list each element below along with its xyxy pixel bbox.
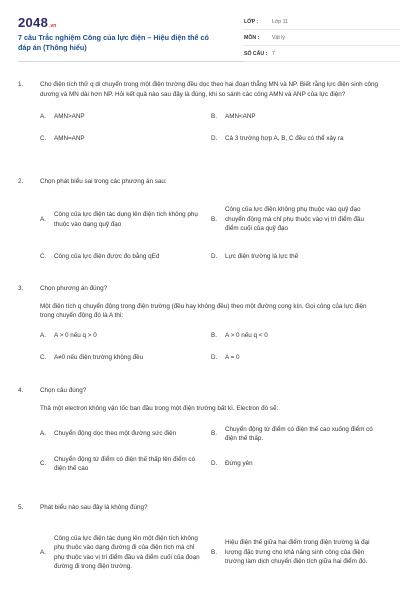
question-2 [18,177,382,268]
option-key: A. [40,113,46,121]
option-key: C. [40,460,47,468]
question-1 [18,80,382,150]
answer-options [18,419,382,479]
answer-option-a[interactable] [40,194,211,246]
option-text: A = 0 [225,353,240,361]
question-number: 5. [18,504,24,511]
answer-option-b[interactable] [211,325,382,347]
answer-option-d[interactable] [211,449,382,479]
option-text: Công của lực điện được đo bằng qEd [54,252,160,260]
question-text: Chọn câu đúng? [40,387,87,394]
option-text: Công của lực điện không phụ thuộc vào quỹ đạo chuyển động mà chỉ phụ thuộc vào vị trí điểm đầu điểm cuối của quỹ đạo [225,206,364,233]
question-text: Phát biểu nào sau đây là không đúng? [40,504,148,511]
question-stem: Một điện tích q chuyển động trong điện trường (đều hay không đều) theo một đường cong kín. Gọi công của lực điện trong chuyển động đó là A thì: [40,302,367,319]
option-text: Công của lực điện tác dụng lên một điện tích không phụ thuộc vào dạng đường đi của điện tích mà chỉ phụ thuộc vào vị trí điểm đầu và điểm cuối của đoạn đường đi trong điện trường. [54,534,200,570]
question-text: Cho điện tích thử q di chuyển trong một điện trường đều dọc theo hai đoạn thẳng MN và NP. Biết rằng lực điện sinh công dương và MN dài hơn NP. Hỏi kết quả nào sau đây là đúng, khi so sánh các công AMN và ANP của lực điện? [40,81,379,98]
option-text: A > 0 nếu q > 0 [54,331,97,339]
option-key: A. [40,430,46,438]
answer-option-c[interactable] [40,347,211,369]
meta-value: Lớp 11 [272,18,288,25]
meta-label: MÔN : [244,34,260,41]
option-key: C. [40,252,47,260]
meta-label: SỐ CÂU : [244,50,268,57]
option-key: C. [40,135,47,143]
option-text: Cả 3 trường hợp A, B, C đều có thể xảy ra [225,135,344,143]
question-4 [18,386,382,479]
answer-options [18,522,382,584]
option-text: AMN<ANP [225,113,256,121]
meta-row-class [244,14,400,30]
option-text: Chuyển động từ điểm có điện thế cao xuống điểm có điện thế thấp. [225,425,373,442]
answer-option-d[interactable] [211,347,382,369]
answer-option-b[interactable] [211,194,382,246]
question-number: 2. [18,178,24,185]
option-key: B. [211,215,217,223]
document-meta-table [244,14,400,62]
option-text: AMN>ANP [54,113,85,121]
question-number: 3. [18,285,24,292]
option-key: D. [211,353,218,361]
question-number: 4. [18,387,24,394]
option-key: B. [211,113,217,121]
option-key: B. [211,331,217,339]
option-key: D. [211,460,218,468]
question-text: Chọn phương án đúng? [40,285,108,292]
answer-option-d[interactable] [211,246,382,268]
answer-option-c[interactable] [40,128,211,150]
option-text: A≠0 nếu điện trường không đều [54,353,144,361]
answer-option-c[interactable] [40,246,211,268]
meta-label: LỚP : [244,18,259,25]
option-key: C. [40,353,47,361]
answer-option-d[interactable] [211,128,382,150]
answer-option-b[interactable] [211,106,382,128]
option-text: Chuyển động từ điểm có điện thế thấp lên điểm có điện thế cao [54,455,196,472]
question-stem: Thả một electron không vận tốc ban đầu trong một điện trường bất kì. Electron đó sẽ: [40,404,279,412]
option-text: A > 0 nếu q < 0 [225,331,268,339]
answer-option-b[interactable] [211,419,382,449]
meta-row-question-count [244,46,400,62]
option-text: Chuyển động dọc theo một đường sức điện [54,430,177,438]
answer-option-a[interactable] [40,106,211,128]
option-text: AMN=ANP [54,135,85,143]
site-logo[interactable] [18,14,56,32]
option-key: D. [211,252,218,260]
option-key: A. [40,215,46,223]
answer-option-a[interactable] [40,325,211,347]
option-text: Lực điện trường là lực thế [225,252,299,260]
meta-value: 7 [272,50,275,57]
answer-options [18,325,382,369]
answer-option-b[interactable] [211,522,382,584]
option-text: Công của lực điện tác dụng lên điện tích không phụ thuộc vào dạng quỹ đạo [54,211,198,228]
meta-row-subject [244,30,400,46]
answer-option-c[interactable] [40,449,211,479]
option-key: B. [211,548,217,556]
answer-option-a[interactable] [40,419,211,449]
question-text: Chọn phát biểu sai trong các phương án sau: [40,178,167,185]
question-number: 1. [18,81,24,88]
option-text: Hiệu điện thế giữa hai điểm trong điện trường là đại lượng đặc trưng cho khả năng sinh công của điện trường làm dịch chuyển điện tích giữa hai điểm đó. [225,539,370,566]
answer-options [18,106,382,150]
option-key: B. [211,430,217,438]
option-key: A. [40,331,46,339]
option-key: A. [40,548,46,556]
logo-main-text: 2048 [18,15,49,30]
page-title: 7 câu Trắc nghiệm Công của lực điện – Hiệu điện thế có đáp án (Thông hiểu) [18,33,209,52]
document-header [18,0,382,62]
question-3 [18,284,382,369]
question-5 [18,503,382,584]
answer-option-a[interactable] [40,522,211,584]
option-key: D. [211,135,218,143]
answer-options [18,194,382,268]
meta-value: Vật lý [272,34,285,41]
logo-suffix-text: .vn [49,23,57,29]
option-text: Đứng yên [225,460,253,468]
